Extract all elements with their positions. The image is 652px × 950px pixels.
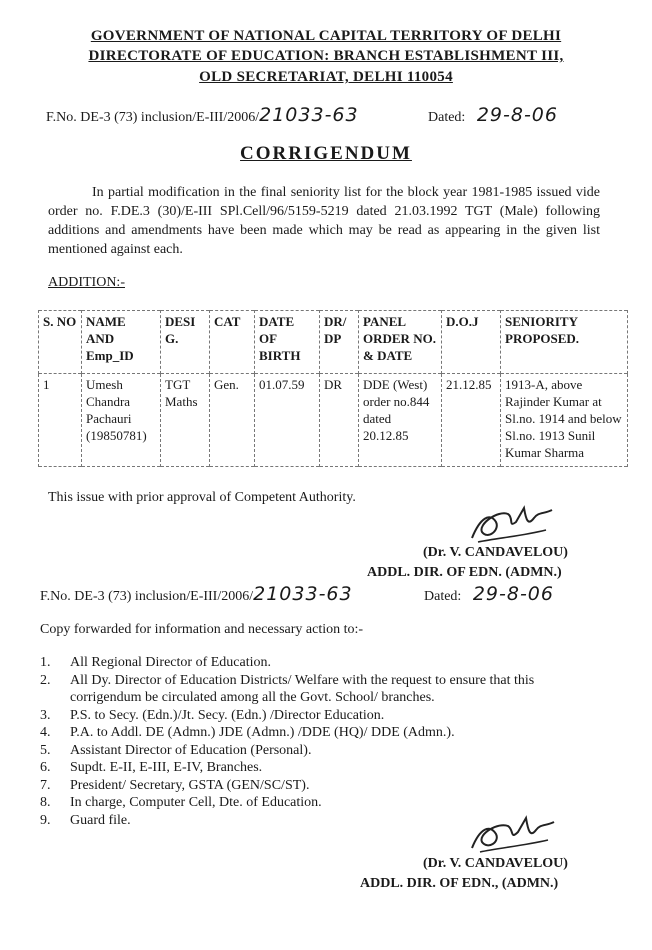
cell-doj: 21.12.85 <box>442 374 501 467</box>
date-reference-2 <box>424 583 554 605</box>
cell-name: Umesh Chandra Pachauri (19850781) <box>82 374 161 467</box>
column-header: DR/ DP <box>320 311 359 374</box>
handwritten-file-number: 21033-63 <box>259 104 359 126</box>
signature-image <box>468 500 558 546</box>
signatory-designation: ADDL. DIR. OF EDN., (ADMN.) <box>360 876 559 891</box>
column-header: DATE OF BIRTH <box>255 311 320 374</box>
copy-list <box>40 654 590 829</box>
cell-sno: 1 <box>39 374 82 467</box>
list-item: 8. In charge, Computer Cell, Dte. of Education. <box>40 795 322 810</box>
cell-panel: DDE (West) order no.844 dated 20.12.85 <box>359 374 442 467</box>
list-item: 3. P.S. to Secy. (Edn.)/Jt. Secy. (Edn.) /Director Education. <box>40 707 385 723</box>
body-paragraph: In partial modification in the final seniority list for the block year 1981-1985 issued vide order no. F.DE.3 (30)/E-III SPl.Cell/96/5159-5219 dated 21.03.1992 TGT (Male) following additions and amendments have been made which may be read as appearing in the given list mentioned against each. <box>48 185 600 257</box>
column-header: PANEL ORDER NO. & DATE <box>359 311 442 374</box>
seniority-table <box>38 310 628 467</box>
file-number: F.No. DE-3 (73) inclusion/E-III/2006/ <box>46 110 260 125</box>
column-header: D.O.J <box>442 311 501 374</box>
file-reference <box>46 104 359 126</box>
column-header: SENIORITY PROPOSED. <box>501 311 628 374</box>
signatory-designation: ADDL. DIR. OF EDN. (ADMN.) <box>367 565 562 580</box>
column-header: DESI G. <box>161 311 210 374</box>
document-title: CORRIGENDUM <box>240 143 412 164</box>
dated-label: Dated: <box>424 589 462 604</box>
column-header: CAT <box>210 311 255 374</box>
list-item: 4. P.A. to Addl. DE (Admn.) JDE (Admn.) /DDE (HQ)/ DDE (Admn.). <box>40 725 455 740</box>
header-line-3: OLD SECRETARIAT, DELHI 110054 <box>199 69 453 85</box>
date-reference <box>428 104 558 126</box>
handwritten-file-number: 21033-63 <box>253 583 353 605</box>
cell-dob: 01.07.59 <box>255 374 320 467</box>
signature-image <box>468 812 558 858</box>
header-line-1: GOVERNMENT OF NATIONAL CAPITAL TERRITORY OF DELHI <box>90 28 562 44</box>
cell-drdp: DR <box>320 374 359 467</box>
header-line-2: DIRECTORATE OF EDUCATION: BRANCH ESTABLISHMENT III, <box>88 48 564 64</box>
file-reference-2 <box>40 583 353 605</box>
cell-seniority: 1913-A, above Rajinder Kumar at Sl.no. 1914 and below Sl.no. 1913 Sunil Kumar Sharma <box>501 374 628 467</box>
column-header: S. NO <box>39 311 82 374</box>
signatory-name: (Dr. V. CANDAVELOU) <box>423 545 568 560</box>
handwritten-date: 29-8-06 <box>472 583 554 605</box>
list-item: 1. All Regional Director of Education. <box>40 655 271 670</box>
table-row <box>39 374 628 467</box>
approval-note: This issue with prior approval of Competent Authority. <box>48 490 356 505</box>
cell-category: Gen. <box>210 374 255 467</box>
list-item: 9. Guard file. <box>40 812 131 828</box>
list-item: 7. President/ Secretary, GSTA (GEN/SC/ST). <box>40 777 310 793</box>
dated-label: Dated: <box>428 110 466 125</box>
column-header: NAME AND Emp_ID <box>82 311 161 374</box>
signatory-name: (Dr. V. CANDAVELOU) <box>423 856 568 871</box>
list-item: 6. Supdt. E-II, E-III, E-IV, Branches. <box>40 760 263 775</box>
copy-heading: Copy forwarded for information and necessary action to:- <box>40 622 364 637</box>
handwritten-date: 29-8-06 <box>476 104 558 126</box>
file-number: F.No. DE-3 (73) inclusion/E-III/2006/ <box>40 589 254 604</box>
addition-label: ADDITION:- <box>48 275 125 290</box>
list-item: 2. All Dy. Director of Education Districts/ Welfare with the request to ensure that this corrigendum be circulated among all the Govt. School/ branches. <box>40 672 535 705</box>
cell-designation: TGT Maths <box>161 374 210 467</box>
table-header-row <box>39 311 628 374</box>
list-item: 5. Assistant Director of Education (Personal). <box>40 742 312 758</box>
